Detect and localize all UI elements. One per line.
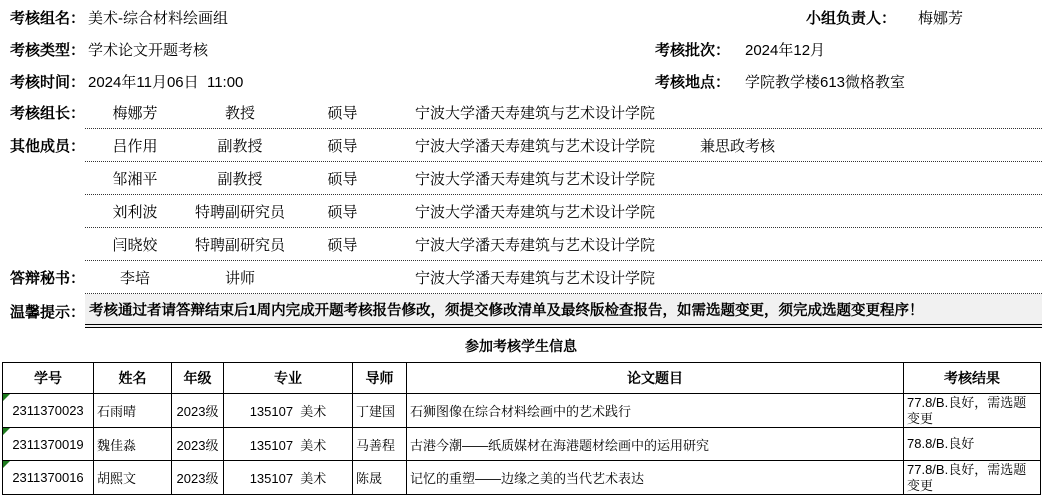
tip-row [0, 294, 1042, 328]
member-institution: 宁波大学潘天寿建筑与艺术设计学院 [415, 236, 656, 254]
col-header-thesis-title: 论文题目 [407, 363, 904, 394]
location-label: 考核地点： [655, 74, 731, 91]
comment-marker-icon [3, 428, 10, 435]
tip-text: 考核通过者请答辩结束后1周内完成开题考核报告修改，须提交修改清单及最终版检查报告，如需选题变更，须完成选题变更程序！ [85, 294, 1042, 328]
student-result: 77.8/B.良好，需选题变更 [904, 394, 1041, 428]
student-grade: 2023级 [172, 428, 224, 461]
student-id: 2311370023 [12, 403, 84, 419]
student-tutor: 马善程 [353, 428, 407, 461]
member-name: 李培 [119, 269, 150, 287]
member-name: 闫晓姣 [112, 236, 158, 254]
committee-row [0, 195, 1042, 228]
student-id-cell [3, 461, 94, 495]
member-name: 梅娜芳 [112, 104, 158, 122]
student-tutor: 丁建国 [353, 394, 407, 428]
committee-role-label: 其他成员： [10, 138, 86, 155]
student-id: 2311370016 [12, 470, 84, 486]
committee-row [0, 129, 1042, 162]
member-supervisor-type: 硕导 [327, 104, 358, 122]
row-group-name [0, 0, 1042, 32]
col-header-tutor: 导师 [353, 363, 407, 394]
committee-row [0, 162, 1042, 195]
member-note: 兼思政考核 [700, 137, 776, 155]
member-name: 刘利波 [112, 203, 158, 221]
student-name: 石雨晴 [94, 394, 172, 428]
student-id-cell [3, 394, 94, 428]
col-header-grade: 年级 [172, 363, 224, 394]
type-value: 学术论文开题考核 [88, 42, 209, 59]
students-section-title: 参加考核学生信息 [465, 338, 577, 354]
time-label: 考核时间： [10, 74, 86, 91]
member-title: 讲师 [224, 269, 255, 287]
student-name: 胡熙文 [94, 461, 172, 495]
member-institution: 宁波大学潘天寿建筑与艺术设计学院 [415, 203, 656, 221]
student-result: 77.8/B.良好，需选题变更 [904, 461, 1041, 495]
committee-row [0, 228, 1042, 261]
col-header-student-id: 学号 [3, 363, 94, 394]
student-grade: 2023级 [172, 394, 224, 428]
student-major: 135107 美术 [224, 461, 353, 495]
student-thesis: 记忆的重塑——边缘之美的当代艺术表达 [407, 461, 904, 495]
students-table [2, 362, 1041, 495]
col-header-result: 考核结果 [904, 363, 1041, 394]
committee-role-label: 考核组长： [10, 105, 86, 122]
col-header-name: 姓名 [94, 363, 172, 394]
member-title: 教授 [224, 104, 255, 122]
students-header-row [3, 363, 1041, 394]
member-title: 特聘副研究员 [194, 203, 285, 221]
time-value: 2024年11月06日 11:00 [88, 74, 244, 91]
student-thesis: 石狮图像在综合材料绘画中的艺术践行 [407, 394, 904, 428]
col-header-major: 专业 [224, 363, 353, 394]
student-row [3, 461, 1041, 495]
group-name-label: 考核组名： [10, 10, 86, 27]
student-result: 78.8/B.良好 [904, 428, 1041, 461]
member-title: 副教授 [217, 137, 263, 155]
student-name: 魏佳淼 [94, 428, 172, 461]
student-id-cell [3, 428, 94, 461]
student-row [3, 428, 1041, 461]
student-tutor: 陈晟 [353, 461, 407, 495]
student-major: 135107 美术 [224, 394, 353, 428]
member-supervisor-type: 硕导 [327, 137, 358, 155]
committee-role-label [0, 162, 85, 195]
member-institution: 宁波大学潘天寿建筑与艺术设计学院 [415, 269, 656, 287]
member-institution: 宁波大学潘天寿建筑与艺术设计学院 [415, 137, 656, 155]
student-thesis: 古港今潮——纸质媒材在海港题材绘画中的运用研究 [407, 428, 904, 461]
member-supervisor-type: 硕导 [327, 170, 358, 188]
row-time-location [0, 64, 1042, 96]
leader-value: 梅娜芳 [918, 10, 964, 27]
type-label: 考核类型： [10, 42, 86, 59]
member-institution: 宁波大学潘天寿建筑与艺术设计学院 [415, 170, 656, 188]
comment-marker-icon [3, 394, 10, 401]
batch-label: 考核批次： [655, 42, 731, 59]
location-value: 学院教学楼613微格教室 [745, 74, 906, 91]
committee-role-label [0, 228, 85, 261]
tip-label: 温馨提示： [10, 303, 86, 321]
member-title: 特聘副研究员 [194, 236, 285, 254]
committee-row [0, 96, 1042, 129]
batch-value: 2024年12月 [745, 42, 826, 59]
committee-role-label [0, 195, 85, 228]
leader-label: 小组负责人： [806, 10, 897, 27]
student-row [3, 394, 1041, 428]
student-id: 2311370019 [12, 436, 84, 452]
member-name: 邹湘平 [112, 170, 158, 188]
row-type-batch [0, 32, 1042, 64]
student-major: 135107 美术 [224, 428, 353, 461]
student-grade: 2023级 [172, 461, 224, 495]
committee-row [0, 261, 1042, 294]
member-title: 副教授 [217, 170, 263, 188]
comment-marker-icon [3, 461, 10, 468]
committee-role-label: 答辩秘书： [10, 270, 86, 287]
group-name-value: 美术-综合材料绘画组 [88, 10, 228, 27]
member-supervisor-type: 硕导 [327, 236, 358, 254]
member-supervisor-type: 硕导 [327, 203, 358, 221]
member-name: 吕作用 [112, 137, 158, 155]
member-institution: 宁波大学潘天寿建筑与艺术设计学院 [415, 104, 656, 122]
